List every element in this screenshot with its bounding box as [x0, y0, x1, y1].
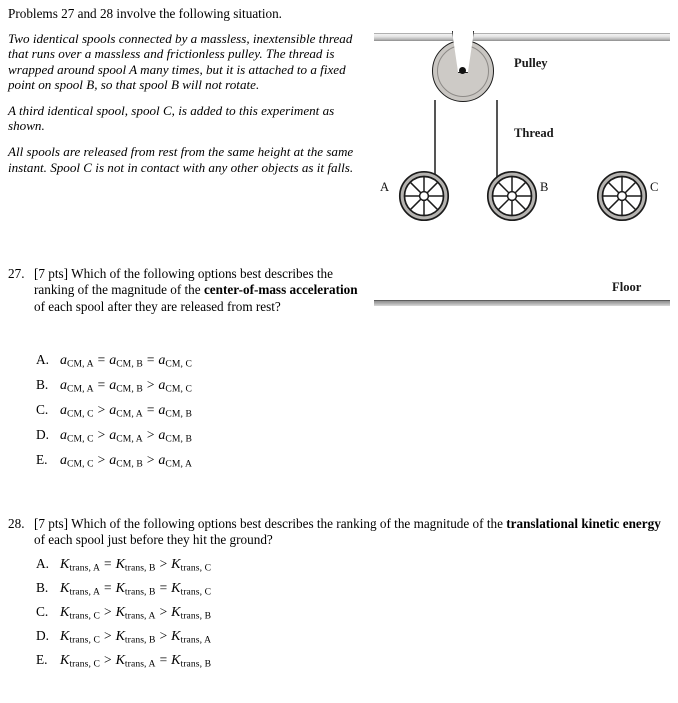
quantity-subscript: trans, A	[124, 658, 156, 670]
quantity-symbol: $a_{CM, C}$	[158, 378, 193, 395]
quantity-subscript: CM, A	[165, 458, 193, 470]
question-28-bold-term: translational kinetic energy	[506, 516, 661, 531]
quantity-subscript: trans, C	[69, 658, 100, 670]
answer-choice-expression	[60, 352, 192, 370]
quantity-symbol: $a_{CM, B}$	[158, 403, 193, 420]
quantity-symbol: $a_{CM, C}$	[158, 353, 193, 370]
relation-operator: >	[159, 628, 168, 643]
quantity-subscript: CM, A	[116, 408, 143, 420]
question-28-text-after: of each spool just before they hit the ground?	[34, 532, 273, 548]
answer-choice[interactable]	[36, 604, 211, 628]
answer-choice-expression	[60, 452, 192, 470]
quantity-subscript: CM, A	[116, 433, 143, 445]
answer-choice[interactable]	[36, 452, 192, 477]
quantity-symbol: $a_{CM, C}$	[60, 428, 94, 445]
quantity-symbol: $K_{trans, C}$	[60, 629, 100, 646]
quantity-symbol: $K_{trans, B}$	[115, 557, 156, 574]
answer-choice-letter: B.	[36, 580, 49, 595]
quantity-subscript: CM, C	[67, 458, 94, 470]
relation-operator: >	[104, 604, 112, 619]
intro-paragraph-3: All spools are released from rest from the same height at the same instant. Spool C is not in contact with any other objects as it falls.	[8, 144, 354, 175]
answer-choice[interactable]	[36, 652, 211, 676]
relation-operator: >	[146, 452, 155, 467]
intro-text-block	[8, 6, 370, 185]
question-28-points: [7 pts]	[34, 516, 69, 531]
quantity-subscript: CM, C	[165, 383, 193, 395]
quantity-subscript: trans, A	[124, 610, 156, 622]
quantity-subscript: CM, A	[67, 358, 94, 370]
pulley-label: Pulley	[514, 56, 548, 70]
quantity-symbol: $a_{CM, B}$	[109, 353, 143, 370]
answer-choice-letter: A.	[36, 556, 50, 571]
quantity-symbol: $K_{trans, B}$	[171, 653, 212, 670]
quantity-symbol: $K_{trans, B}$	[171, 605, 212, 622]
quantity-subscript: trans, C	[69, 634, 100, 646]
spool-c	[596, 170, 648, 222]
relation-operator: =	[97, 377, 106, 392]
quantity-subscript: trans, B	[180, 658, 212, 670]
answer-choice[interactable]	[36, 377, 192, 402]
quantity-symbol: $a_{CM, C}$	[60, 453, 94, 470]
quantity-symbol: $a_{CM, A}$	[109, 428, 143, 445]
answer-choice-letter: E.	[36, 452, 48, 467]
quantity-symbol: $K_{trans, C}$	[60, 605, 100, 622]
quantity-subscript: CM, C	[67, 408, 94, 420]
answer-choice-expression	[60, 427, 192, 445]
answer-choice-expression	[60, 652, 211, 670]
quantity-subscript: CM, B	[116, 358, 143, 370]
spool-a	[398, 170, 450, 222]
pulley-spool-diagram	[374, 28, 674, 318]
question-28-text	[34, 516, 668, 549]
question-28-number: 28.	[8, 516, 25, 531]
quantity-symbol: $a_{CM, B}$	[158, 428, 193, 445]
pulley-assembly	[432, 40, 498, 106]
question-27-number: 27.	[8, 266, 25, 281]
floor-label: Floor	[612, 280, 642, 294]
question-28-choices	[36, 556, 211, 676]
quantity-symbol: $a_{CM, B}$	[109, 453, 143, 470]
quantity-subscript: trans, B	[124, 634, 156, 646]
quantity-symbol: $K_{trans, B}$	[115, 581, 156, 598]
answer-choice[interactable]	[36, 628, 211, 652]
answer-choice[interactable]	[36, 402, 192, 427]
quantity-subscript: CM, C	[165, 358, 193, 370]
relation-operator: >	[97, 427, 106, 442]
quantity-symbol: $K_{trans, A}$	[115, 653, 156, 670]
quantity-subscript: trans, C	[69, 610, 100, 622]
quantity-subscript: trans, B	[180, 610, 212, 622]
relation-operator: =	[159, 652, 168, 667]
relation-operator: =	[104, 580, 112, 595]
answer-choice-expression	[60, 580, 211, 598]
answer-choice-letter: D.	[36, 427, 50, 442]
question-27-bold-term: center-of-mass acceleration	[203, 282, 358, 298]
quantity-subscript: trans, C	[180, 562, 212, 574]
answer-choice[interactable]	[36, 580, 211, 604]
quantity-subscript: CM, B	[116, 383, 143, 395]
answer-choice[interactable]	[36, 352, 192, 377]
answer-choice-expression	[60, 377, 192, 395]
relation-operator: >	[97, 452, 106, 467]
quantity-symbol: $a_{CM, B}$	[109, 378, 143, 395]
quantity-subscript: trans, B	[124, 562, 156, 574]
quantity-symbol: $K_{trans, A}$	[171, 629, 212, 646]
ceiling-beam	[374, 33, 670, 41]
answer-choice-letter: C.	[36, 402, 49, 417]
relation-operator: >	[146, 377, 155, 392]
quantity-subscript: trans, A	[180, 634, 212, 646]
question-28	[8, 516, 668, 549]
quantity-symbol: $a_{CM, A}$	[60, 378, 94, 395]
quantity-symbol: $a_{CM, A}$	[158, 453, 193, 470]
relation-operator: >	[146, 427, 155, 442]
quantity-symbol: $K_{trans, A}$	[60, 581, 100, 598]
floor-line	[374, 300, 670, 306]
spool-c-label: C	[650, 180, 659, 194]
relation-operator: =	[104, 556, 112, 571]
quantity-symbol: $K_{trans, C}$	[171, 557, 212, 574]
spool-a-label: A	[380, 180, 390, 194]
quantity-symbol: $a_{CM, A}$	[109, 403, 143, 420]
quantity-subscript: trans, A	[69, 586, 100, 598]
quantity-symbol: $a_{CM, A}$	[60, 353, 94, 370]
quantity-subscript: trans, B	[124, 586, 156, 598]
thread-label: Thread	[514, 126, 554, 140]
quantity-symbol: $K_{trans, A}$	[60, 557, 100, 574]
answer-choice[interactable]	[36, 556, 211, 580]
pulley-axle-icon	[459, 67, 466, 74]
question-27-choices	[36, 352, 192, 477]
intro-lead: Problems 27 and 28 involve the following situation.	[8, 6, 282, 21]
relation-operator: =	[97, 352, 106, 367]
answer-choice-expression	[60, 402, 192, 420]
question-27-text-before: Which of the following options best describes the ranking of the magnitude of the	[34, 266, 334, 298]
quantity-symbol: $K_{trans, B}$	[115, 629, 156, 646]
answer-choice-letter: B.	[36, 377, 49, 392]
relation-operator: >	[159, 556, 168, 571]
answer-choice-letter: D.	[36, 628, 50, 643]
answer-choice-letter: A.	[36, 352, 50, 367]
question-27-text-after: of each spool after they are released from rest?	[34, 298, 281, 314]
answer-choice-expression	[60, 604, 211, 622]
question-27-text	[34, 266, 360, 315]
relation-operator: =	[146, 402, 155, 417]
relation-operator: >	[104, 652, 112, 667]
question-28-text-before: Which of the following options best describes the ranking of the magnitude of the	[71, 516, 507, 531]
quantity-symbol: $a_{CM, C}$	[60, 403, 94, 420]
intro-paragraph-1: Two identical spools connected by a massless, inextensible thread that runs over a massless and frictionless pulley. The thread is wrapped around spool A many times, but it is attached to a fixed point on spool B, so that spool B will not rotate.	[8, 30, 353, 93]
relation-operator: >	[104, 628, 112, 643]
relation-operator: >	[97, 402, 106, 417]
relation-operator: =	[159, 580, 168, 595]
answer-choice-letter: C.	[36, 604, 49, 619]
quantity-subscript: CM, A	[67, 383, 94, 395]
relation-operator: =	[146, 352, 155, 367]
question-27-points: [7 pts]	[34, 266, 69, 281]
quantity-subscript: CM, B	[165, 433, 193, 445]
intro-paragraph-2: A third identical spool, spool C, is added to this experiment as shown.	[8, 102, 335, 134]
question-27	[8, 266, 360, 315]
quantity-subscript: CM, B	[165, 408, 193, 420]
relation-operator: >	[159, 604, 168, 619]
quantity-subscript: trans, C	[180, 586, 212, 598]
quantity-subscript: trans, A	[69, 562, 100, 574]
quantity-subscript: CM, C	[67, 433, 94, 445]
answer-choice-letter: E.	[36, 652, 48, 667]
quantity-symbol: $K_{trans, C}$	[171, 581, 212, 598]
quantity-subscript: CM, B	[116, 458, 143, 470]
spool-b	[486, 170, 538, 222]
answer-choice-expression	[60, 556, 211, 574]
quantity-symbol: $K_{trans, A}$	[115, 605, 156, 622]
answer-choice-expression	[60, 628, 211, 646]
answer-choice[interactable]	[36, 427, 192, 452]
spool-b-label: B	[540, 180, 549, 194]
quantity-symbol: $K_{trans, C}$	[60, 653, 100, 670]
